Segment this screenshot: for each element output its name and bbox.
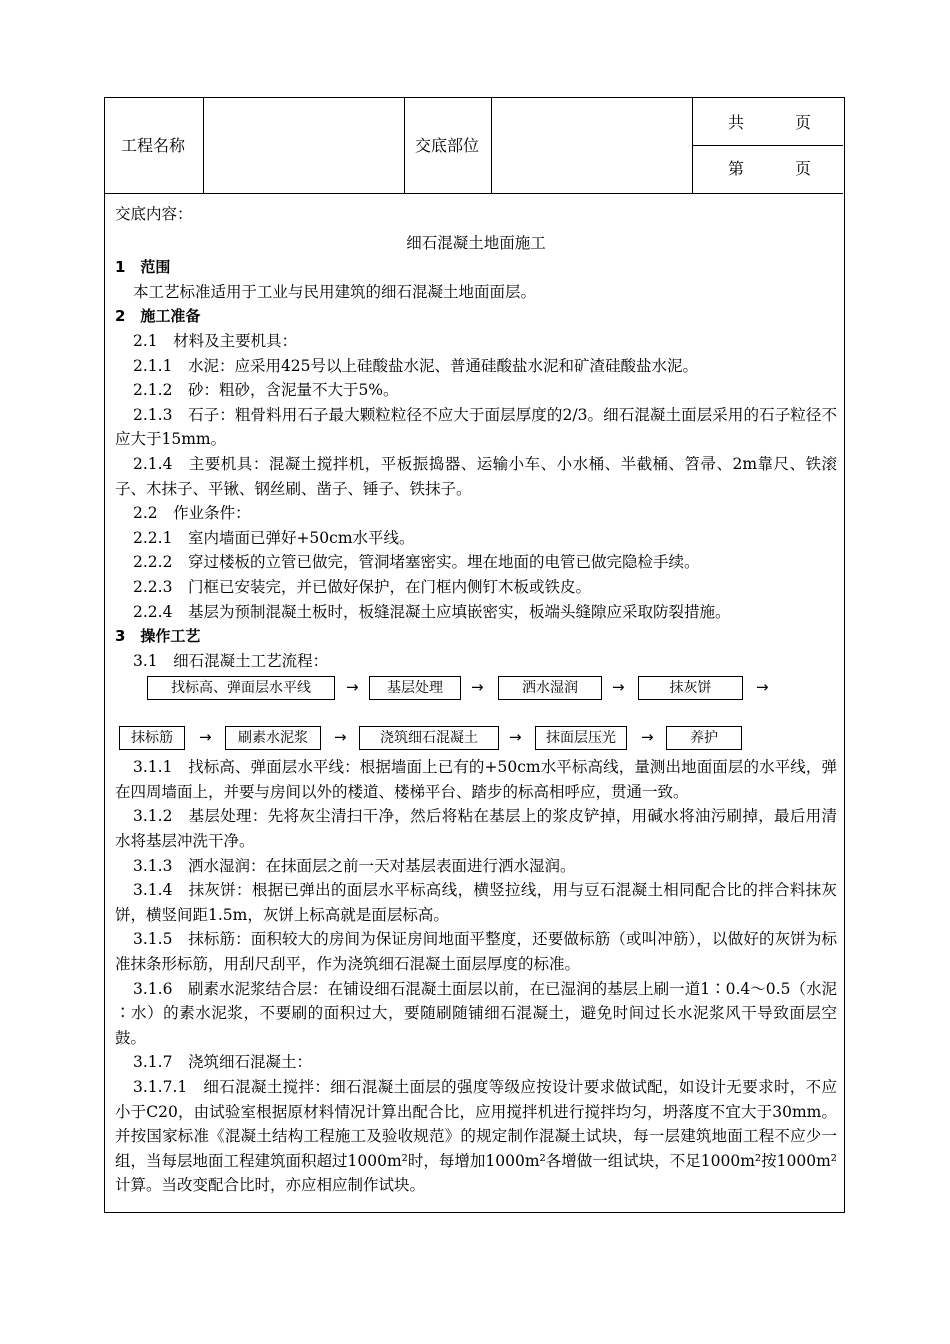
- total-pages-unit: 页: [795, 113, 812, 132]
- divider: [404, 98, 405, 193]
- intro-label: 交底内容：: [115, 205, 193, 223]
- flow-step: 养护: [666, 726, 742, 750]
- arrow-icon: →: [612, 678, 625, 697]
- part-label: 交底部位: [415, 136, 480, 155]
- flow-chart-row-1: [115, 673, 837, 705]
- flow-step: 洒水湿润: [498, 676, 602, 700]
- divider: [203, 98, 204, 193]
- paragraph: 2.1.2 砂：粗砂，含泥量不大于5%。: [133, 381, 399, 400]
- paragraph: 3.1.5 抹标筋：面积较大的房间为保证房间地面平整度，还要做标筋（或叫冲筋），以做好的灰饼为标准抹条形标筋，用刮尺刮平，作为浇筑细石混凝土面层厚度的标准。: [115, 930, 837, 974]
- paragraph: 3.1 细石混凝土工艺流程：: [133, 651, 329, 670]
- paragraph: 3.1.7 浇筑细石混凝土：: [133, 1053, 312, 1072]
- paragraph: 3.1.4 抹灰饼：根据已弹出的面层水平标高线，横竖拉线，用与豆石混凝土相同配合比的拌合料抹灰饼，横竖间距1.5m，灰饼上标高就是面层标高。: [115, 881, 837, 924]
- paragraph: 本工艺标准适用于工业与民用建筑的细石混凝土地面面层。: [133, 282, 537, 301]
- divider: [692, 145, 843, 146]
- paragraph: 2.1 材料及主要机具：: [133, 331, 298, 350]
- flow-chart-row-2: [115, 723, 837, 755]
- arrow-icon: →: [346, 678, 359, 697]
- flow-step: 浇筑细石混凝土: [359, 726, 499, 750]
- arrow-icon: →: [509, 728, 522, 747]
- section-heading: 1 范围: [115, 258, 171, 277]
- flow-step: 抹灰饼: [638, 676, 743, 700]
- flow-step: 抹标筋: [119, 726, 185, 750]
- paragraph: 2.1.4 主要机具：混凝土搅拌机，平板振捣器、运输小车、小水桶、半截桶、笤帚、2m靠尺、铁滚子、木抹子、平锹、钢丝刷、凿子、锤子、铁抹子。: [115, 454, 837, 498]
- paragraph: 2.2.2 穿过楼板的立管已做完，管洞堵塞密实。埋在地面的电管已做完隐检手续。: [133, 553, 700, 572]
- paragraph: 3.1.7.1 细石混凝土搅拌：细石混凝土面层的强度等级应按设计要求做试配，如设计无要求时，不应小于C20，由试验室根据原材料情况计算出配合比，应用搅拌机进行搅拌均匀，坍落度不宜大于30mm。并按国家标准《混凝土结构工程施工及验收规范》的规定制作混凝土试块，每一层建筑地面工程不应少一组，当每层地面工程建筑面积超过1000m²时，每增加1000m²各增做一组试块，不足1000m²按1000m²计算。当改变配合比时，亦应相应制作试块。: [115, 1078, 837, 1195]
- flow-step: 找标高、弹面层水平线: [147, 676, 335, 700]
- arrow-icon: →: [471, 678, 484, 697]
- total-pages-label: 共: [728, 113, 745, 132]
- arrow-icon: →: [756, 678, 769, 697]
- page-label: 第: [728, 159, 745, 178]
- project-name-label: 工程名称: [121, 136, 186, 155]
- paragraph: 3.1.2 基层处理：先将灰尘清扫干净，然后将粘在基层上的浆皮铲掉，用碱水将油污刷掉，最后用清水将基层冲洗干净。: [115, 807, 837, 851]
- paragraph: 2.1.3 石子：粗骨料用石子最大颗粒粒径不应大于面层厚度的2/3。细石混凝土面层采用的石子粒径不应大于15mm。: [115, 405, 837, 449]
- content-body: [115, 202, 837, 1198]
- form-header: [105, 98, 843, 194]
- arrow-icon: →: [334, 728, 347, 747]
- paragraph: 3.1.1 找标高、弹面层水平线：根据墙面上已有的+50cm水平标高线，量测出地面面层的水平线，弹在四周墙面上，并要与房间以外的楼道、楼梯平台、踏步的标高相呼应，贯通一致。: [115, 758, 837, 801]
- page-unit: 页: [795, 159, 812, 178]
- divider: [491, 98, 492, 193]
- paragraph: 2.2.4 基层为预制混凝土板时，板缝混凝土应填嵌密实，板端头缝隙应采取防裂措施。: [133, 602, 731, 621]
- section-heading: 3 操作工艺: [115, 627, 201, 646]
- page-title: 细石混凝土地面施工: [406, 233, 546, 252]
- paragraph: 2.2.1 室内墙面已弹好+50cm水平线。: [133, 528, 415, 547]
- paragraph: 2.2 作业条件：: [133, 504, 251, 523]
- paragraph: 2.2.3 门框已安装完，并已做好保护，在门框内侧钉木板或铁皮。: [133, 577, 591, 596]
- paragraph: 3.1.3 洒水湿润：在抹面层之前一天对基层表面进行洒水湿润。: [133, 856, 576, 875]
- paragraph: 2.1.1 水泥：应采用425号以上硅酸盐水泥、普通硅酸盐水泥和矿渣硅酸盐水泥。: [133, 356, 699, 375]
- flow-step: 基层处理: [369, 676, 461, 700]
- section-heading: 2 施工准备: [115, 307, 201, 326]
- paragraph: 3.1.6 刷素水泥浆结合层：在铺设细石混凝土面层以前，在已湿润的基层上刷一道1∶0.4～0.5（水泥∶水）的素水泥浆，不要刷的面积过大，要随刷随铺细石混凝土，避免时间过长水泥浆风干导致面层空鼓。: [115, 979, 837, 1047]
- arrow-icon: →: [641, 728, 654, 747]
- disclosure-form: [104, 97, 845, 1213]
- flow-step: 刷素水泥浆: [225, 726, 321, 750]
- arrow-icon: →: [199, 728, 212, 747]
- flow-step: 抹面层压光: [535, 726, 627, 750]
